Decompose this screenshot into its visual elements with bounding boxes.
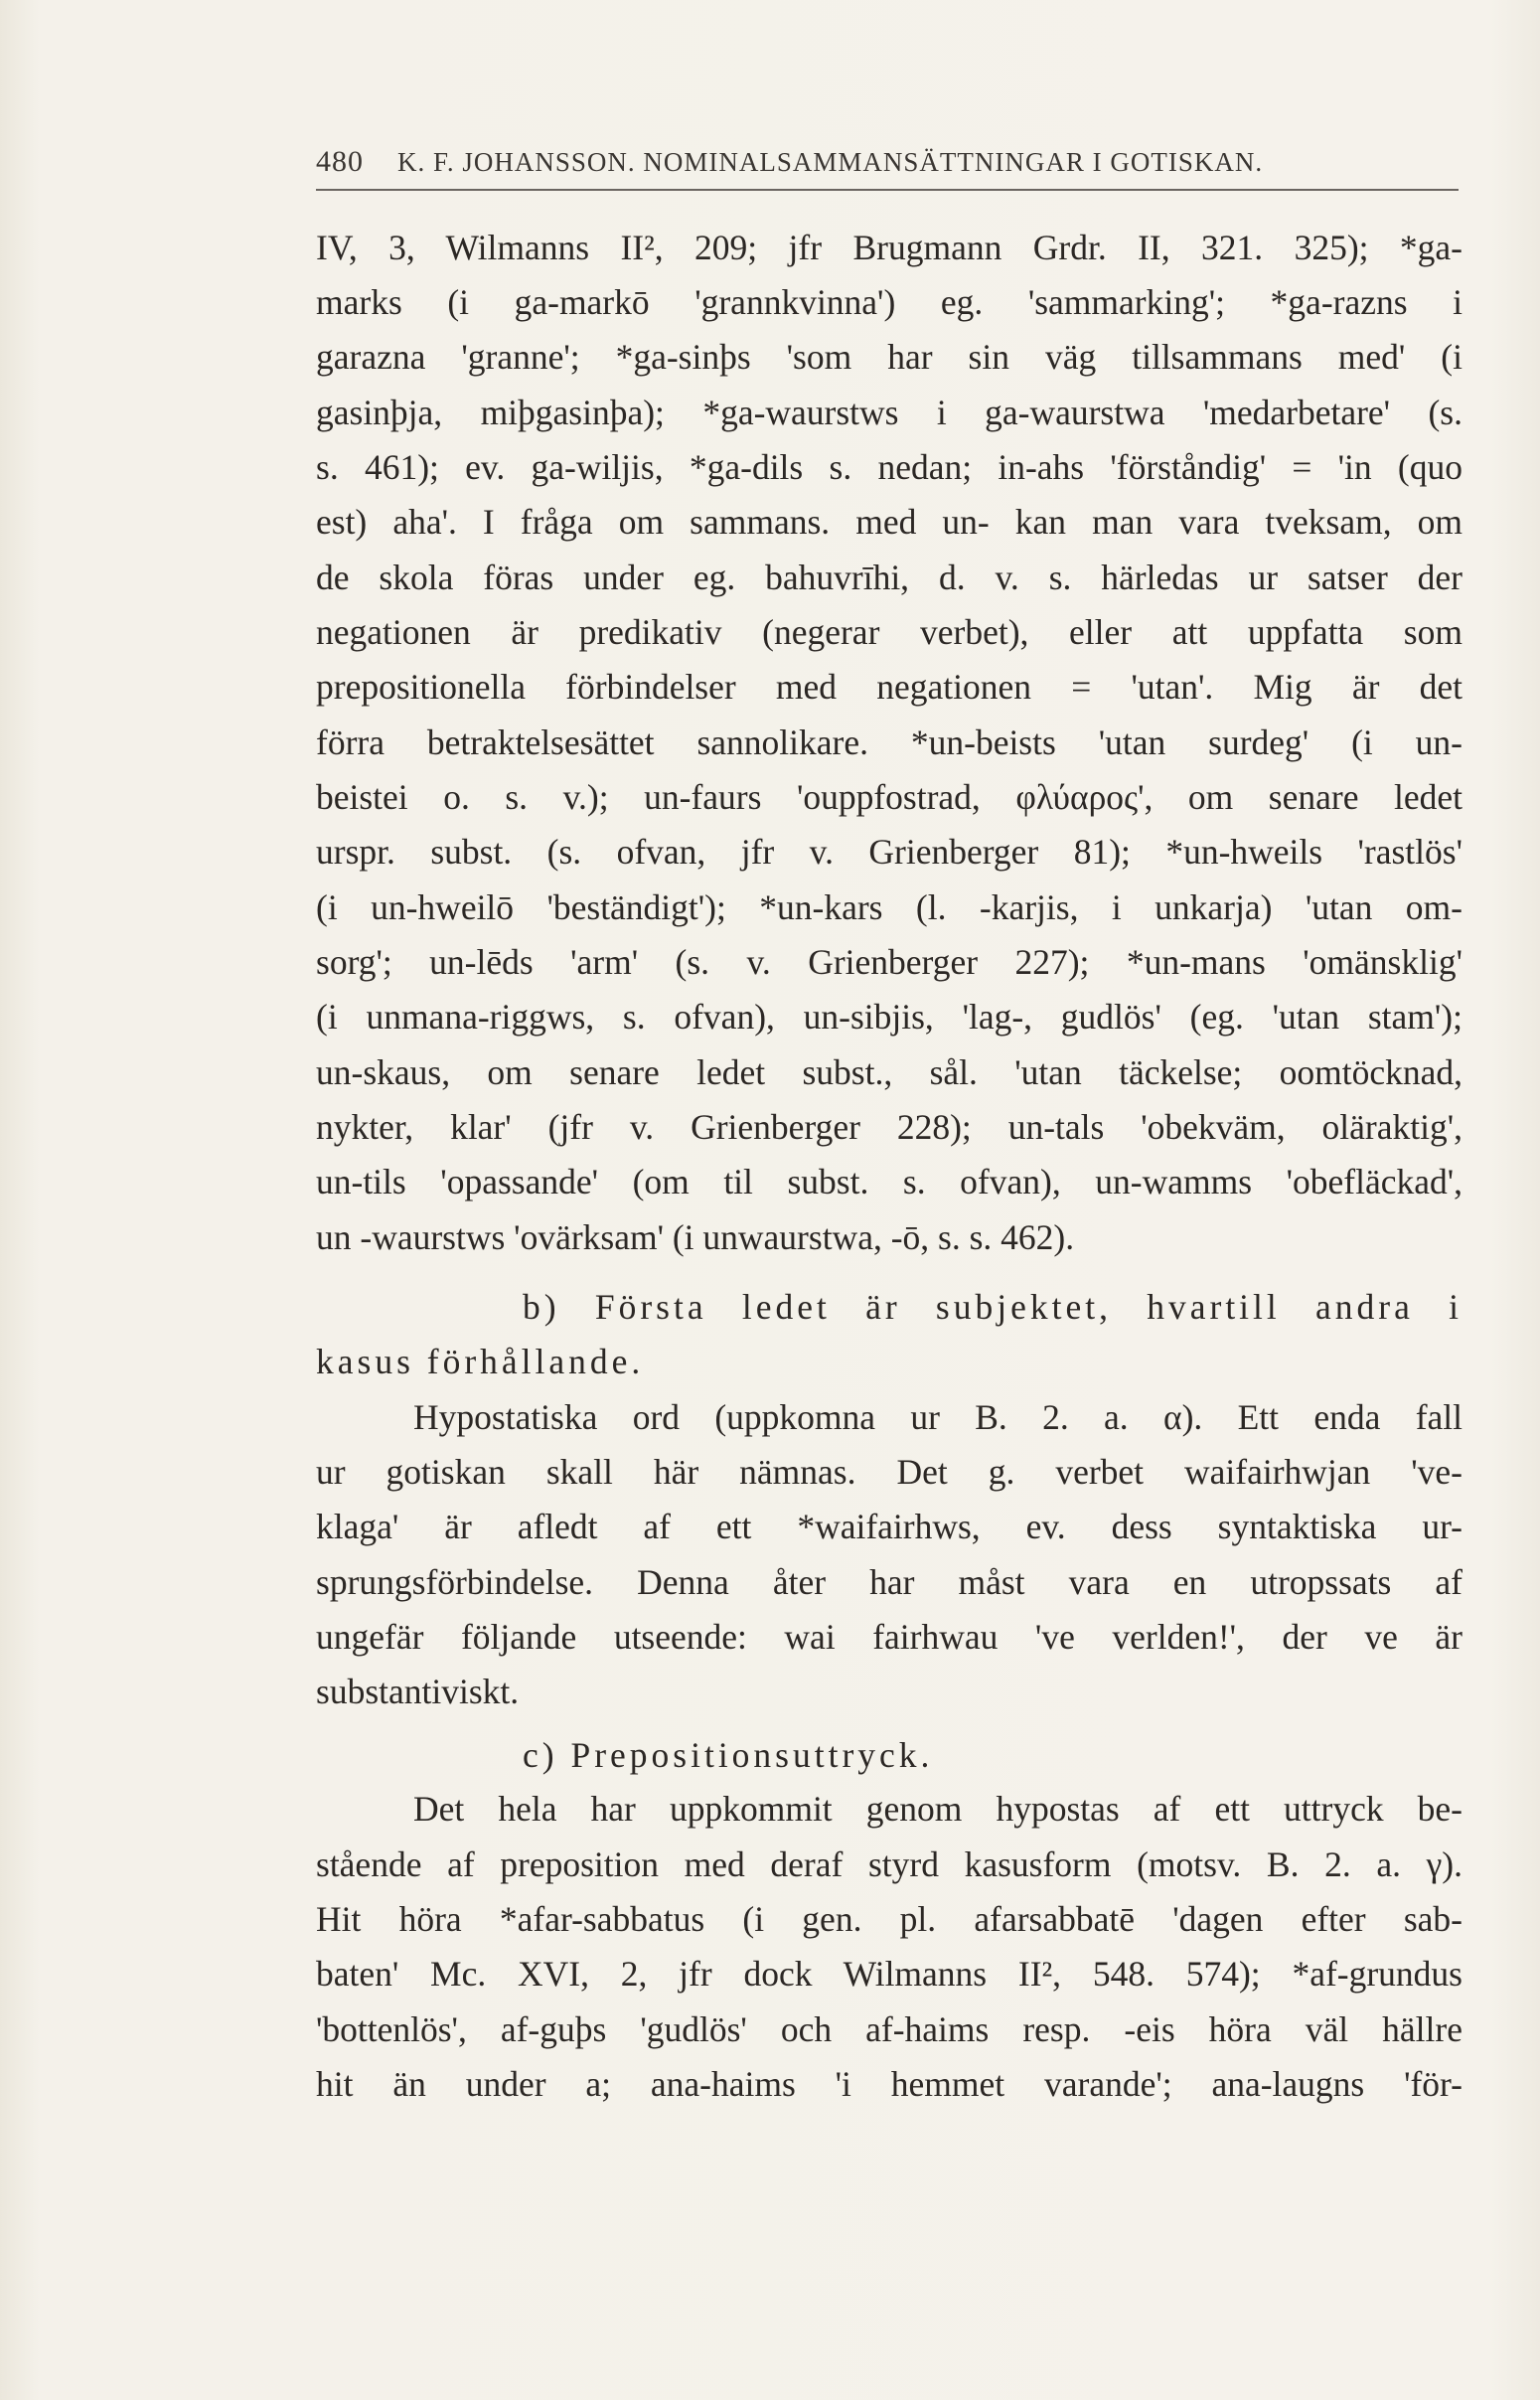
text-line: sorg'; un-lēds 'arm' (s. v. Grienberger 227); *un-mans 'omänsklig' xyxy=(316,942,1463,982)
text-line: marks (i ga-markō 'grannkvinna') eg. 'sammarking'; *ga-razns i xyxy=(316,282,1463,322)
text-line: Hit höra *afar-sabbatus (i gen. pl. afarsabbatē 'dagen efter sab- xyxy=(316,1899,1463,1939)
section-heading-cont: kasus förhållande. xyxy=(316,1342,645,1381)
text-line: est) aha'. I fråga om sammans. med un- kan man vara tveksam, om xyxy=(316,502,1463,542)
section-heading: b) Första ledet är subjektet, hvartill andra i xyxy=(523,1287,1463,1327)
text-line: stående af preposition med deraf styrd kasusform (motsv. B. 2. a. γ). xyxy=(316,1844,1463,1884)
text-line: 'bottenlös', af-guþs 'gudlös' och af-haims resp. -eis höra väl hällre xyxy=(316,2009,1463,2049)
text-line: Det hela har uppkommit genom hypostas af ett uttryck be- xyxy=(413,1789,1463,1829)
text-line: gasinþja, miþgasinþa); *ga-waurstws i ga-waurstwa 'medarbetare' (s. xyxy=(316,393,1463,432)
text-line: un -waurstws 'ovärksam' (i unwaurstwa, -ō, s. s. 462). xyxy=(316,1217,1075,1257)
text-line: Hypostatiska ord (uppkomna ur B. 2. a. α). Ett enda fall xyxy=(413,1397,1463,1437)
text-line: sprungsförbindelse. Denna åter har måst vara en utropssats af xyxy=(316,1562,1463,1602)
text-line: förra betraktelsesättet sannolikare. *un-beists 'utan surdeg' (i un- xyxy=(316,722,1463,762)
section-heading: c) Prepositionsuttryck. xyxy=(523,1735,934,1775)
text-line: garazna 'granne'; *ga-sinþs 'som har sin väg tillsammans med' (i xyxy=(316,337,1463,377)
running-title: K. F. JOHANSSON. NOMINALSAMMANSÄTTNINGAR I GOTISKAN. xyxy=(397,147,1264,177)
text-line: nykter, klar' (jfr v. Grienberger 228); un-tals 'obekväm, oläraktig', xyxy=(316,1107,1463,1147)
text-line: de skola föras under eg. bahuvrīhi, d. v. s. härledas ur satser der xyxy=(316,558,1463,597)
text-line: un-tils 'opassande' (om til subst. s. ofvan), un-wamms 'obefläckad', xyxy=(316,1162,1463,1201)
header-rule xyxy=(316,189,1459,191)
text-line: ur gotiskan skall här nämnas. Det g. verbet waifairhwjan 've- xyxy=(316,1452,1463,1492)
text-line: (i un-hweilō 'beständigt'); *un-kars (l. -karjis, i unkarja) 'utan om- xyxy=(316,887,1463,927)
text-line: (i unmana-riggws, s. ofvan), un-sibjis, 'lag-, gudlös' (eg. 'utan stam'); xyxy=(316,997,1463,1037)
text-line: s. 461); ev. ga-wiljis, *ga-dils s. nedan; in-ahs 'förståndig' = 'in (quo xyxy=(316,447,1463,487)
text-line: prepositionella förbindelser med negationen = 'utan'. Mig är det xyxy=(316,667,1463,707)
text-line: klaga' är afledt af ett *waifairhws, ev. dess syntaktiska ur- xyxy=(316,1507,1463,1546)
text-line: hit än under a; ana-haims 'i hemmet varande'; ana-laugns 'för- xyxy=(316,2064,1463,2104)
page-number: 480 xyxy=(316,145,364,178)
running-head xyxy=(316,145,1459,179)
text-line: un-skaus, om senare ledet subst., sål. 'utan täckelse; oomtöcknad, xyxy=(316,1052,1463,1092)
text-line: beistei o. s. v.); un-faurs 'ouppfostrad, φλύαρος', om senare ledet xyxy=(316,777,1463,817)
text-line: baten' Mc. XVI, 2, jfr dock Wilmanns II², 548. 574); *af-grundus xyxy=(316,1954,1463,1994)
text-line: IV, 3, Wilmanns II², 209; jfr Brugmann Grdr. II, 321. 325); *ga- xyxy=(316,228,1463,267)
text-line: ungefär följande utseende: wai fairhwau 've verlden!', der ve är xyxy=(316,1617,1463,1657)
text-line: urspr. subst. (s. ofvan, jfr v. Grienberger 81); *un-hweils 'rastlös' xyxy=(316,832,1463,872)
text-line: substantiviskt. xyxy=(316,1672,520,1711)
text-line: negationen är predikativ (negerar verbet), eller att uppfatta som xyxy=(316,612,1463,652)
